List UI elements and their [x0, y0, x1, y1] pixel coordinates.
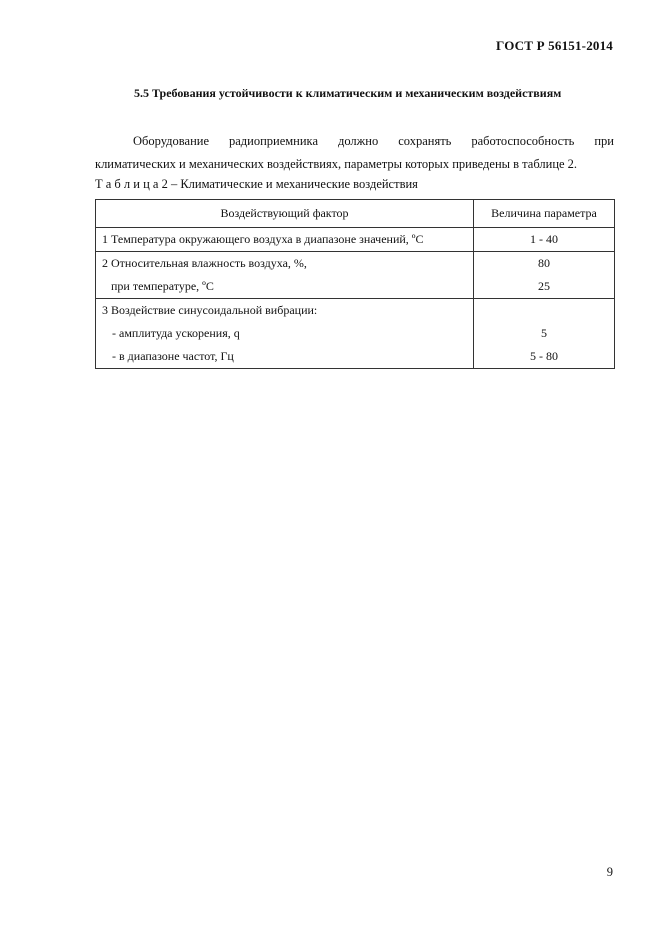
value-text: 5 - 80 — [530, 349, 558, 363]
factor-cell — [96, 252, 474, 299]
parameters-table — [95, 199, 615, 369]
value-cell — [474, 252, 615, 299]
table-row — [96, 228, 615, 252]
value-cell — [474, 228, 615, 252]
document-code: ГОСТ Р 56151-2014 — [496, 38, 613, 53]
value-text: 1 - 40 — [530, 232, 558, 246]
body-paragraph — [95, 130, 614, 176]
paragraph-line-1: Оборудование радиоприемника должно сохранять работоспособность при — [133, 134, 614, 148]
factor-text: - амплитуда ускорения, q — [112, 326, 240, 340]
table-header-row — [96, 200, 615, 228]
value-text: 5 — [541, 326, 547, 340]
value-text — [480, 299, 608, 322]
section-title: 5.5 Требования устойчивости к климатическим и механическим воздействиям — [134, 86, 562, 100]
value-text: 80 — [538, 256, 550, 270]
page-number: 9 — [606, 865, 613, 879]
factor-text: 1 Температура окружающего воздуха в диапазоне значений, ºС — [102, 232, 424, 246]
value-text: 25 — [538, 279, 550, 293]
table-row — [96, 299, 615, 369]
table-caption: Т а б л и ц а 2 – Климатические и механические воздействия — [95, 177, 418, 191]
factor-text: при температуре, ºС — [111, 279, 214, 293]
factor-text: 2 Относительная влажность воздуха, %, — [102, 256, 307, 270]
header-factor: Воздействующий фактор — [96, 200, 474, 228]
value-cell — [474, 299, 615, 369]
factor-cell — [96, 228, 474, 252]
factor-text: - в диапазоне частот, Гц — [112, 349, 234, 363]
factor-cell — [96, 299, 474, 369]
factor-text: 3 Воздействие синусоидальной вибрации: — [102, 303, 318, 317]
paragraph-line-2: климатических и механических воздействиях, параметры которых приведены в таблице 2. — [95, 157, 578, 171]
table-row — [96, 252, 615, 299]
header-value: Величина параметра — [474, 200, 615, 228]
